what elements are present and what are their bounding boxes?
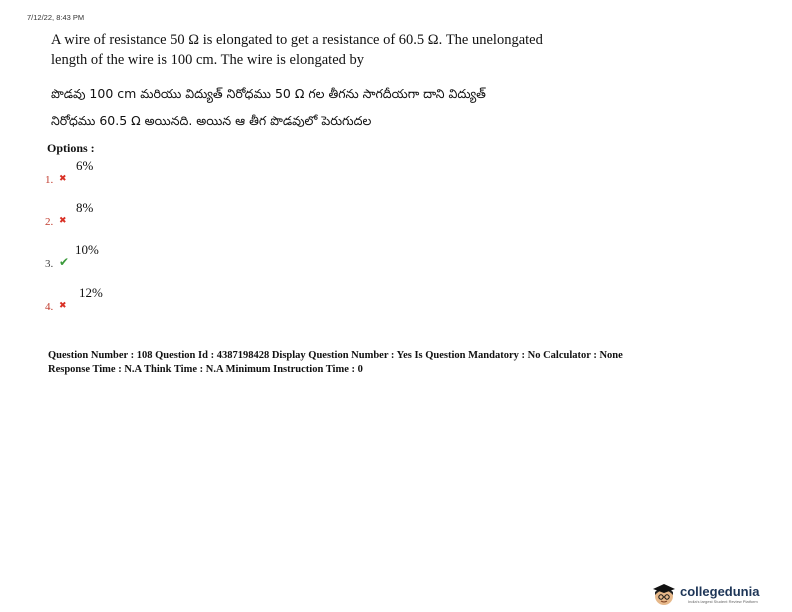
options-heading: Options : (47, 141, 95, 155)
cross-icon: ✖ (59, 215, 67, 225)
graduate-avatar-icon (651, 581, 677, 607)
cross-icon: ✖ (59, 300, 67, 310)
option-number: 1. (45, 174, 54, 186)
option-value: 8% (76, 200, 94, 215)
question-line-telugu: పొడవు 100 cm మరియు విద్యుత్ నిరోధము 50 Ω గల తీగను సాగదీయగా దాని విద్యుత్ (51, 86, 486, 101)
option-value: 12% (79, 285, 103, 300)
question-metadata (48, 349, 623, 377)
cross-icon: ✖ (59, 173, 67, 183)
option-number: 2. (45, 216, 54, 228)
question-line-telugu: నిరోధము 60.5 Ω అయినది. అయిన ఆ తీగ పొడవులో పెరుగుదల (51, 113, 372, 128)
metadata-line: Response Time : N.A Think Time : N.A Minimum Instruction Time : 0 (48, 364, 363, 375)
check-icon: ✔ (59, 255, 70, 269)
logo-tagline: India's largest Student Review Platform (688, 599, 758, 604)
question-line-english: length of the wire is 100 cm. The wire is elongated by (51, 52, 365, 68)
collegedunia-logo (651, 581, 792, 607)
logo-wordmark: collegedunia (680, 584, 760, 599)
question-text (51, 30, 611, 70)
question-text-telugu (51, 80, 611, 134)
metadata-line: Question Number : 108 Question Id : 4387198428 Display Question Number : Yes Is Question Mandatory : No Calculator : None (48, 350, 623, 361)
option-number: 3. (45, 258, 54, 270)
option-number: 4. (45, 301, 54, 313)
print-timestamp: 7/12/22, 8:43 PM (27, 13, 85, 22)
question-line-english: A wire of resistance 50 Ω is elongated to get a resistance of 60.5 Ω. The unelongated (51, 32, 543, 48)
option-value: 6% (76, 158, 94, 173)
option-value: 10% (75, 242, 99, 257)
